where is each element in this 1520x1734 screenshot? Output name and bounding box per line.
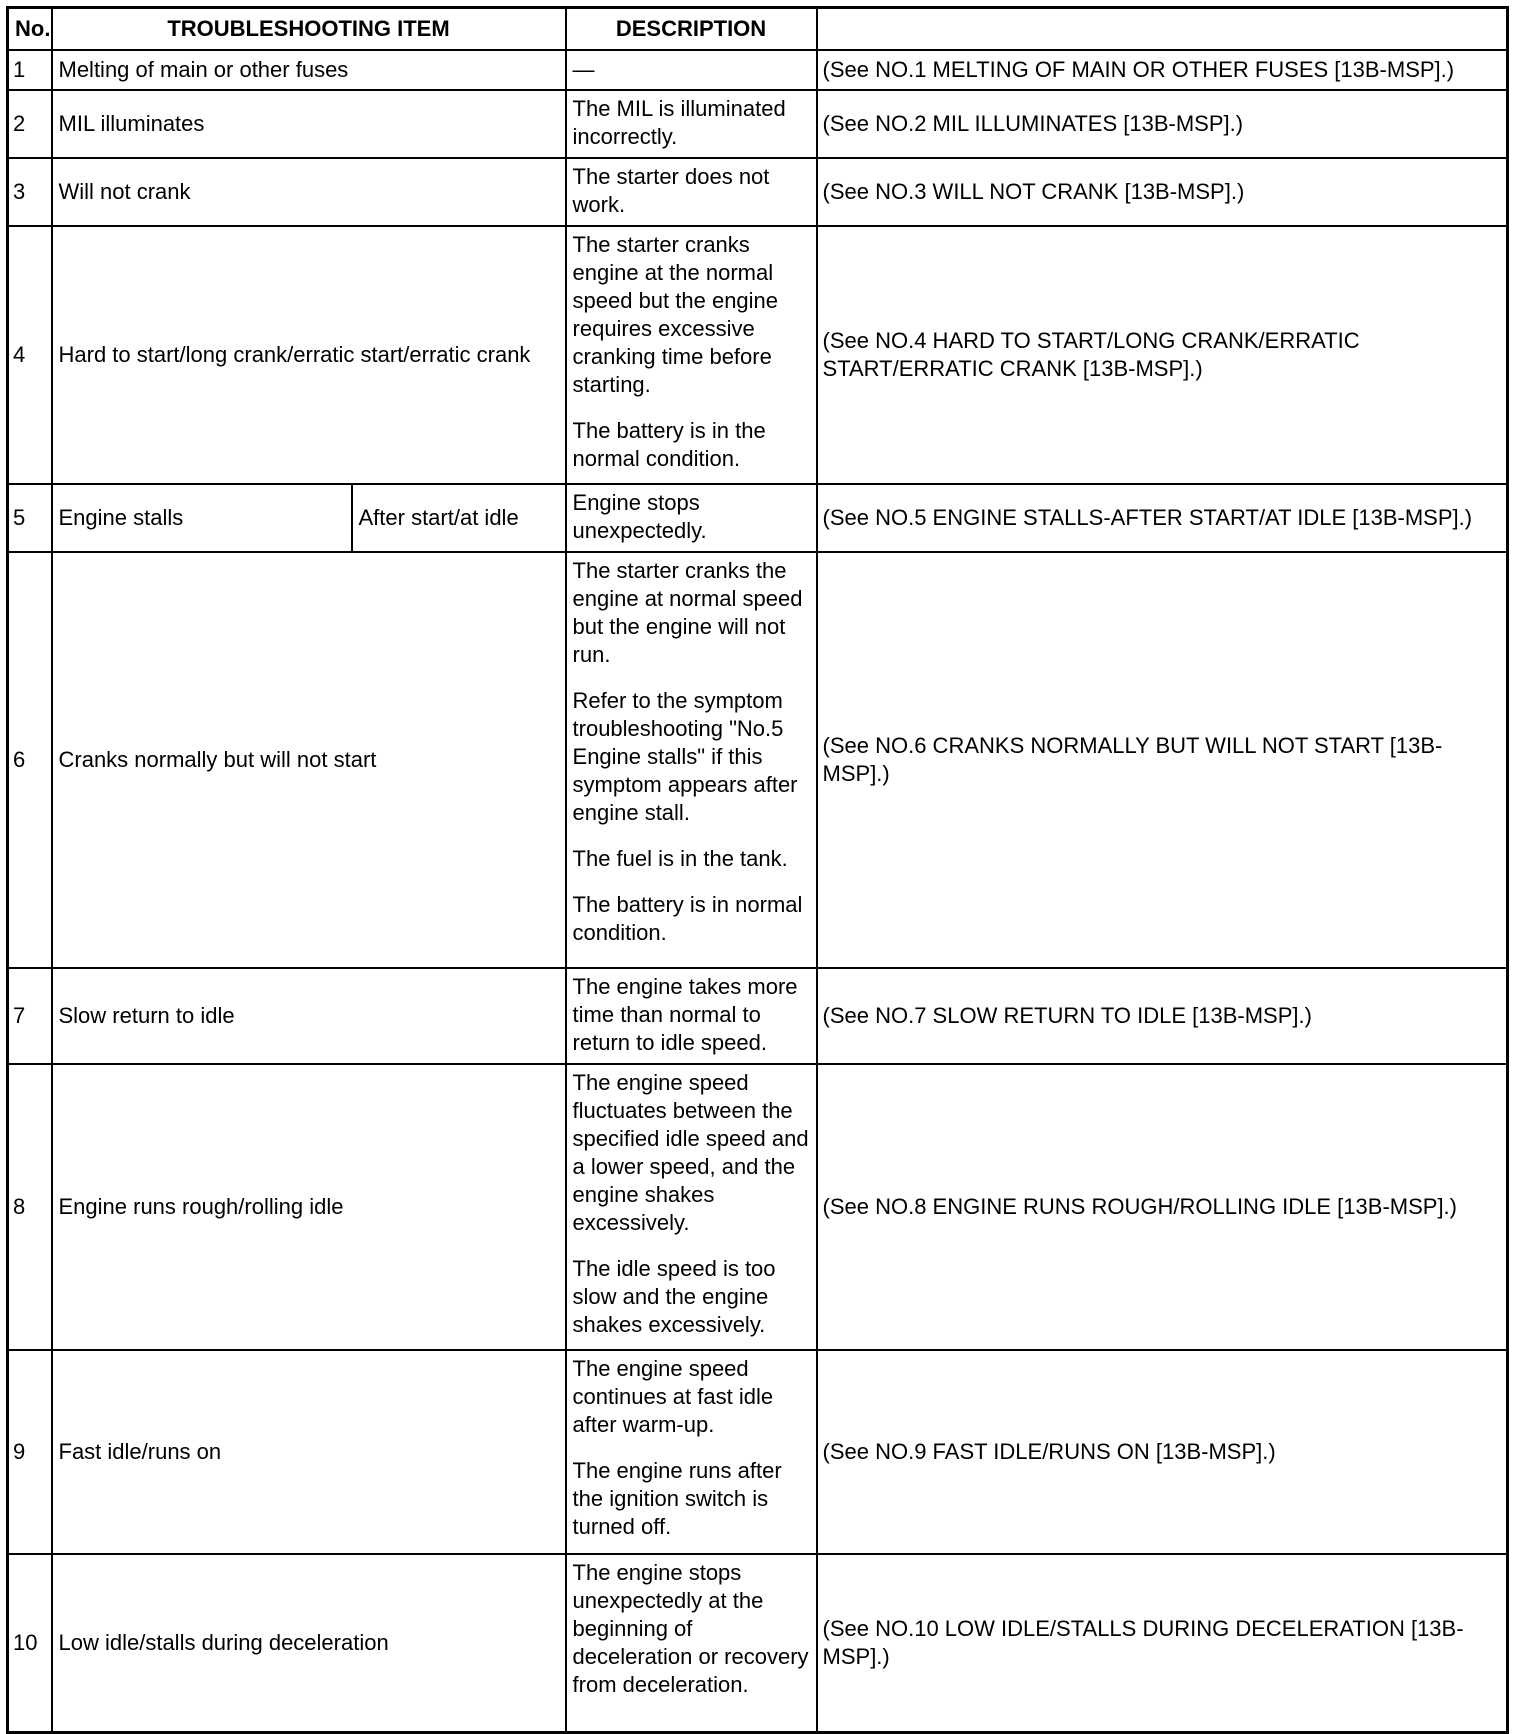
description-cell: [566, 50, 817, 90]
table-row: [8, 226, 1508, 484]
description-text: The engine speed fluctuates between the specified idle speed and a lower speed, and the engine shakes excessively.: [572, 1070, 809, 1235]
description-cell: [566, 1554, 817, 1732]
description-text: —: [572, 57, 595, 82]
table-row: [8, 484, 1508, 552]
reference-link[interactable]: (See NO.6 CRANKS NORMALLY BUT WILL NOT START [13B-MSP].): [817, 552, 1508, 968]
description-text: The MIL is illuminated incorrectly.: [572, 96, 786, 149]
header-troubleshooting-item: TROUBLESHOOTING ITEM: [52, 8, 566, 51]
table-row: [8, 50, 1508, 90]
reference-link[interactable]: (See NO.7 SLOW RETURN TO IDLE [13B-MSP].): [817, 968, 1508, 1064]
table-row: [8, 90, 1508, 158]
troubleshooting-sheet: [6, 6, 1509, 1734]
description-cell: [566, 552, 817, 968]
header-reference: [817, 8, 1508, 51]
header-row: [8, 8, 1508, 51]
table-row: [8, 1064, 1508, 1350]
troubleshooting-item: MIL illuminates: [52, 90, 566, 158]
troubleshooting-item: Melting of main or other fuses: [52, 50, 566, 90]
description-text: The starter does not work.: [572, 164, 770, 217]
description-text: The idle speed is too slow and the engine shakes excessively.: [572, 1256, 776, 1337]
row-number: 5: [8, 484, 52, 552]
description-cell: [566, 484, 817, 552]
table-row: [8, 158, 1508, 226]
header-description: DESCRIPTION: [566, 8, 817, 51]
reference-link[interactable]: (See NO.3 WILL NOT CRANK [13B-MSP].): [817, 158, 1508, 226]
description-text: The starter cranks the engine at normal speed but the engine will not run.: [572, 558, 803, 667]
row-number: 8: [8, 1064, 52, 1350]
troubleshooting-item: Fast idle/runs on: [52, 1350, 566, 1554]
row-number: 6: [8, 552, 52, 968]
table-row: [8, 968, 1508, 1064]
troubleshooting-item: Engine runs rough/rolling idle: [52, 1064, 566, 1350]
reference-link[interactable]: (See NO.2 MIL ILLUMINATES [13B-MSP].): [817, 90, 1508, 158]
description-text: The starter cranks engine at the normal speed but the engine requires excessive cranking time before starting.: [572, 232, 779, 397]
description-cell: [566, 226, 817, 484]
troubleshooting-subitem: After start/at idle: [352, 484, 566, 552]
description-text: The battery is in normal condition.: [572, 892, 803, 945]
troubleshooting-item: Will not crank: [52, 158, 566, 226]
reference-link[interactable]: (See NO.4 HARD TO START/LONG CRANK/ERRATIC START/ERRATIC CRANK [13B-MSP].): [817, 226, 1508, 484]
row-number: 2: [8, 90, 52, 158]
troubleshooting-item: Low idle/stalls during deceleration: [52, 1554, 566, 1732]
description-text: Refer to the symptom troubleshooting "No.5 Engine stalls" if this symptom appears after engine stall.: [572, 688, 798, 825]
description-text: Engine stops unexpectedly.: [572, 490, 707, 543]
description-cell: [566, 1350, 817, 1554]
table-row: [8, 1554, 1508, 1732]
description-cell: [566, 90, 817, 158]
troubleshooting-item: Slow return to idle: [52, 968, 566, 1064]
troubleshooting-table: [6, 6, 1509, 1734]
reference-link[interactable]: (See NO.10 LOW IDLE/STALLS DURING DECELERATION [13B-MSP].): [817, 1554, 1508, 1732]
row-number: 9: [8, 1350, 52, 1554]
troubleshooting-item: Cranks normally but will not start: [52, 552, 566, 968]
description-text: The fuel is in the tank.: [572, 846, 788, 871]
description-cell: [566, 1064, 817, 1350]
description-text: The engine takes more time than normal to return to idle speed.: [572, 974, 798, 1055]
header-no: No.: [8, 8, 52, 51]
row-number: 1: [8, 50, 52, 90]
description-text: The engine speed continues at fast idle after warm-up.: [572, 1356, 774, 1437]
row-number: 4: [8, 226, 52, 484]
table-row: [8, 1350, 1508, 1554]
description-text: The engine runs after the ignition switch is turned off.: [572, 1458, 782, 1539]
troubleshooting-item: Engine stalls: [52, 484, 352, 552]
description-cell: [566, 158, 817, 226]
reference-link[interactable]: (See NO.8 ENGINE RUNS ROUGH/ROLLING IDLE [13B-MSP].): [817, 1064, 1508, 1350]
row-number: 7: [8, 968, 52, 1064]
reference-link[interactable]: (See NO.1 MELTING OF MAIN OR OTHER FUSES [13B-MSP].): [817, 50, 1508, 90]
reference-link[interactable]: (See NO.5 ENGINE STALLS-AFTER START/AT IDLE [13B-MSP].): [817, 484, 1508, 552]
table-row: [8, 552, 1508, 968]
row-number: 3: [8, 158, 52, 226]
reference-link[interactable]: (See NO.9 FAST IDLE/RUNS ON [13B-MSP].): [817, 1350, 1508, 1554]
description-text: The engine stops unexpectedly at the beginning of deceleration or recovery from deceleration.: [572, 1560, 809, 1697]
troubleshooting-item: Hard to start/long crank/erratic start/erratic crank: [52, 226, 566, 484]
row-number: 10: [8, 1554, 52, 1732]
description-cell: [566, 968, 817, 1064]
description-text: The battery is in the normal condition.: [572, 418, 766, 471]
